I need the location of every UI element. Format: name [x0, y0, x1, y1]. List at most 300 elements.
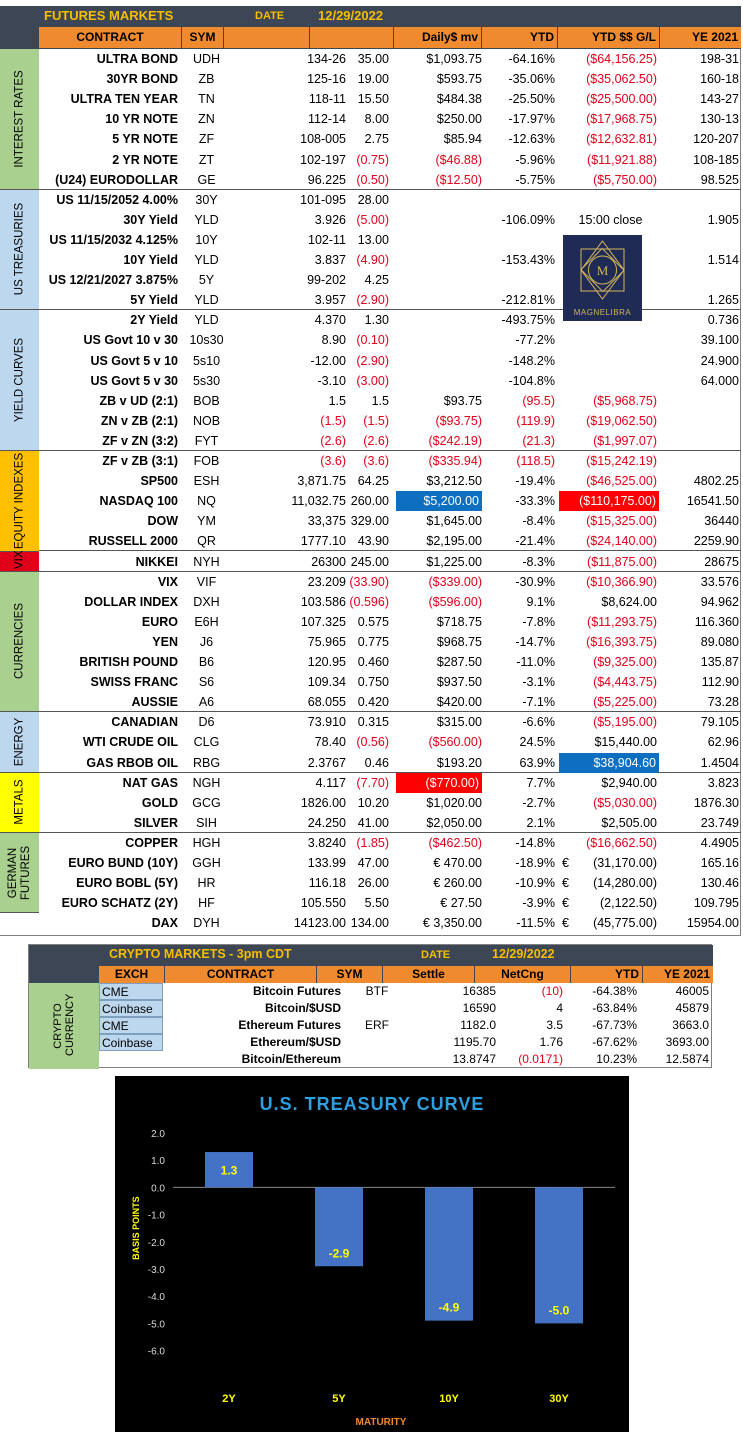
crypto-row — [99, 1034, 713, 1051]
cell-ye: 15954.00 — [686, 916, 739, 931]
crypto-cell-exch: Coinbase — [99, 1034, 163, 1051]
x-tick-label: 5Y — [332, 1393, 346, 1405]
crypto-header-exch: EXCH — [99, 966, 165, 983]
crypto-cell-net: (10) — [541, 984, 563, 998]
table-row — [39, 330, 741, 350]
crypto-cell-ytd: -67.62% — [592, 1035, 637, 1049]
cell-dmv: $93.75 — [443, 393, 482, 408]
cell-ye: 198-31 — [700, 52, 739, 66]
section-4 — [0, 552, 39, 572]
cell-ytd: 24.5% — [519, 735, 555, 750]
cell-price: 14123.00 — [293, 916, 346, 931]
cell-price: 112-14 — [308, 112, 346, 127]
header-change — [310, 27, 394, 48]
cell-ytd: -30.9% — [515, 574, 555, 589]
cell-sym: ZF — [198, 132, 215, 147]
cell-ytd: -17.97% — [508, 112, 555, 127]
cell-contract: ZN v ZB (2:1) — [100, 413, 178, 428]
cell-ytd: 9.1% — [526, 594, 555, 609]
cell-dmv: $718.75 — [436, 614, 482, 629]
table-row — [39, 431, 741, 451]
cell-chg: (2.6) — [363, 433, 389, 448]
table-row — [39, 371, 741, 391]
cell-price: 109.34 — [307, 675, 346, 690]
cell-ye: 28675 — [704, 554, 739, 569]
cell-price: 102-197 — [300, 152, 346, 167]
crypto-cell-ytd: -63.84% — [592, 1001, 637, 1015]
table-row — [39, 451, 741, 471]
cell-sym: CLG — [193, 735, 220, 750]
table-row — [39, 793, 741, 813]
cell-dmv: ($93.75) — [435, 413, 482, 428]
cell-chg: (5.00) — [356, 212, 389, 227]
cell-ytdgl: ($4,443.75) — [593, 675, 657, 690]
cell-contract: SWISS FRANC — [90, 675, 178, 690]
cell-chg: 28.00 — [357, 192, 389, 207]
crypto-cell-net: 3.5 — [546, 1018, 563, 1032]
section-0 — [0, 49, 39, 190]
cell-ytd: -14.8% — [515, 835, 555, 850]
cell-dmv: $3,212.50 — [426, 474, 482, 489]
cell-chg: (0.50) — [356, 172, 389, 187]
table-row — [39, 732, 741, 752]
cell-ytdgl: ($17,968.75) — [586, 112, 657, 127]
crypto-header-ytd: YTD — [571, 966, 643, 983]
cell-ye: 120-207 — [693, 132, 739, 147]
cell-ytd: -35.06% — [508, 72, 555, 87]
logo-text: MAGNELIBRA — [573, 308, 632, 317]
cell-ytd: 63.9% — [519, 755, 555, 770]
cell-dmv: ($242.19) — [428, 433, 482, 448]
bar-data-label: -5.0 — [548, 1303, 570, 1318]
section-label: YIELD CURVES — [13, 338, 25, 423]
cell-ye — [659, 431, 739, 451]
cell-price: -3.10 — [317, 373, 346, 388]
header-contract: CONTRACT — [39, 27, 182, 48]
cell-ytd: -7.1% — [522, 695, 555, 710]
cell-ye: 94.962 — [700, 594, 739, 609]
cell-dmv: ($335.94) — [428, 454, 482, 468]
cell-ytd: 2.1% — [526, 815, 555, 830]
cell-euro-sign: € — [562, 876, 569, 891]
cell-dmv: € 27.50 — [440, 896, 482, 911]
cell-dmv: $484.38 — [436, 92, 482, 107]
cell-chg: 64.25 — [357, 474, 389, 489]
cell-ytdgl: ($19,062.50) — [586, 413, 657, 428]
cell-sym: UDH — [192, 52, 221, 66]
cell-ytdgl: $38,904.60 — [559, 753, 659, 773]
cell-ye: 1.514 — [707, 253, 739, 267]
cell-price: (1.5) — [320, 413, 346, 428]
table-row — [39, 150, 741, 170]
cell-ye: 135.87 — [700, 655, 739, 669]
cell-ye — [659, 230, 739, 250]
cell-sym: SIH — [196, 815, 217, 830]
cell-contract: AUSSIE — [131, 695, 178, 710]
cell-contract: WTI CRUDE OIL — [82, 735, 178, 750]
cell-sym: J6 — [199, 634, 214, 649]
bar-data-label: -2.9 — [328, 1246, 350, 1261]
cell-ye: 1.905 — [707, 212, 739, 227]
cell-contract: 5 YR NOTE — [112, 132, 178, 147]
table-row — [39, 652, 741, 672]
cell-contract: 10 YR NOTE — [105, 112, 178, 127]
cell-chg: 13.00 — [357, 232, 389, 247]
cell-ytd: (119.9) — [516, 413, 555, 428]
y-tick-label: -1.0 — [147, 1210, 165, 1222]
cell-ytd: -33.3% — [515, 494, 555, 509]
crypto-row — [99, 1051, 713, 1068]
table-row — [39, 913, 741, 933]
y-tick-label: 0.0 — [151, 1183, 165, 1195]
cell-ytd: -106.09% — [501, 212, 555, 227]
crypto-row — [99, 1000, 713, 1017]
cell-chg: (1.85) — [356, 835, 389, 850]
crypto-title: CRYPTO MARKETS - 3pm CDT — [109, 947, 292, 961]
cell-contract: 10Y Yield — [123, 253, 178, 267]
cell-price: 3.837 — [314, 253, 346, 267]
cell-sym: DYH — [193, 916, 220, 931]
cell-ytdgl: (31,170.00) — [593, 856, 657, 870]
crypto-cell-net: 1.76 — [539, 1035, 563, 1049]
cell-price: 73.910 — [307, 715, 346, 730]
cell-price: 11,032.75 — [291, 494, 346, 509]
cell-ytdgl: $15,440.00 — [594, 735, 657, 750]
cell-dmv: € 3,350.00 — [422, 916, 482, 931]
section-label: US TREASURIES — [13, 203, 25, 296]
cell-contract: US Govt 5 v 10 — [90, 353, 178, 368]
section-label: EQUITY INDEXES — [13, 452, 25, 549]
cell-chg: (2.90) — [356, 293, 389, 308]
crypto-cell-sym — [347, 1000, 407, 1017]
cell-dmv: $5,200.00 — [396, 491, 482, 511]
section-1 — [0, 190, 39, 311]
cell-ytd: -5.75% — [515, 172, 555, 187]
table-row — [39, 170, 741, 190]
cell-ytdgl: ($9,325.00) — [593, 655, 657, 669]
cell-ye: 64.000 — [700, 373, 739, 388]
cell-ye: 116.360 — [694, 614, 739, 629]
cell-dmv: ($596.00) — [428, 594, 482, 609]
cell-ytdgl: ($24,140.00) — [586, 534, 657, 549]
table-row — [39, 833, 741, 853]
cell-ytd: -493.75% — [501, 313, 555, 328]
cell-dmv: $287.50 — [436, 655, 482, 669]
table-row — [39, 49, 741, 69]
cell-dmv: $1,225.00 — [426, 554, 482, 569]
cell-ytdgl — [559, 351, 657, 371]
table-row — [39, 471, 741, 491]
cell-ytdgl: ($35,062.50) — [586, 72, 657, 87]
cell-chg: (33.90) — [349, 574, 389, 589]
cell-ytdgl: ($5,195.00) — [593, 715, 657, 730]
bar-data-label: -4.9 — [438, 1300, 460, 1315]
table-row — [39, 672, 741, 692]
cell-chg: (3.6) — [363, 454, 389, 468]
crypto-header-contract: CONTRACT — [165, 966, 317, 983]
cell-chg: 134.00 — [350, 916, 389, 931]
cell-chg: 5.50 — [364, 896, 389, 911]
cell-sym: HR — [197, 876, 216, 891]
cell-dmv: $937.50 — [436, 675, 482, 690]
y-tick-label: 2.0 — [151, 1129, 165, 1140]
cell-ye — [659, 270, 739, 290]
table-row — [39, 411, 741, 431]
cell-sym: S6 — [198, 675, 215, 690]
cell-contract: US 11/15/2052 4.00% — [56, 192, 178, 207]
cell-price: 23.209 — [307, 574, 346, 589]
cell-contract: ZF v ZN (3:2) — [102, 433, 178, 448]
section-6 — [0, 712, 39, 772]
cell-chg: 0.775 — [357, 634, 389, 649]
cell-dmv: ($339.00) — [428, 574, 482, 589]
cell-price: 120.95 — [307, 655, 346, 669]
x-axis-label: MATURITY — [355, 1417, 407, 1428]
cell-dmv: $593.75 — [436, 72, 482, 87]
section-label: VIX — [13, 550, 25, 570]
cell-dmv: $85.94 — [443, 132, 482, 147]
chart-title: U.S. TREASURY CURVE — [259, 1094, 485, 1114]
cell-ye — [659, 391, 739, 411]
cell-chg: (4.90) — [356, 253, 389, 267]
cell-chg: 19.00 — [357, 72, 389, 87]
cell-dmv: ($12.50) — [435, 172, 482, 187]
cell-sym: NQ — [197, 494, 216, 509]
cell-contract: DAX — [151, 916, 178, 931]
cell-ytdgl: ($11,293.75) — [587, 614, 657, 629]
cell-contract: US 12/21/2027 3.875% — [48, 273, 178, 288]
cell-sym: 5s30 — [192, 373, 221, 388]
cell-ye: 1.4504 — [700, 755, 739, 770]
cell-contract: SP500 — [140, 474, 178, 489]
cell-ye: 112.90 — [701, 675, 739, 690]
cell-dmv: € 470.00 — [433, 856, 482, 870]
cell-ytd: (95.5) — [522, 393, 555, 408]
table-row — [39, 89, 741, 109]
cell-sym: ZT — [198, 152, 215, 167]
futures-title-bar — [0, 6, 741, 26]
cell-sym: E6H — [194, 614, 219, 629]
crypto-row — [99, 983, 713, 1000]
cell-ytdgl: ($110,175.00) — [559, 491, 659, 511]
cell-sym: 5s10 — [192, 353, 221, 368]
cell-contract: (U24) EURODOLLAR — [55, 172, 178, 187]
cell-price: 68.055 — [307, 695, 346, 710]
cell-dmv — [394, 371, 482, 391]
table-row — [39, 612, 741, 632]
cell-ye: 33.576 — [700, 574, 739, 589]
crypto-cell-settle: 1195.70 — [453, 1035, 496, 1049]
cell-price: 3.926 — [314, 212, 346, 227]
cell-dmv: € 260.00 — [433, 876, 482, 891]
table-row — [39, 511, 741, 531]
cell-chg: 1.5 — [371, 393, 389, 408]
cell-ye: 1.265 — [707, 293, 739, 308]
cell-chg: 245.00 — [350, 554, 389, 569]
cell-price: 102-11 — [308, 232, 346, 247]
cell-ytd: -104.8% — [508, 373, 555, 388]
cell-contract: ZB v UD (2:1) — [99, 393, 178, 408]
crypto-cell-settle: 1182.0 — [460, 1018, 496, 1032]
cell-sym: ZN — [198, 112, 215, 127]
crypto-table — [28, 944, 712, 1068]
crypto-cell-sym: ERF — [365, 1018, 389, 1032]
cell-chg: 15.50 — [357, 92, 389, 107]
cell-chg: 0.575 — [357, 614, 389, 629]
cell-euro-sign: € — [562, 896, 569, 911]
crypto-cell-exch: CME — [99, 1017, 163, 1034]
cell-contract: NASDAQ 100 — [99, 494, 178, 509]
cell-ytdgl: $8,624.00 — [601, 594, 657, 609]
cell-price: 4.370 — [314, 313, 346, 328]
cell-price: 2.3767 — [307, 755, 346, 770]
section-label: GERMAN FUTURES — [6, 845, 32, 900]
cell-sym: 10Y — [195, 232, 218, 247]
cell-ye: 143-27 — [700, 92, 739, 107]
crypto-cell-ytd: -64.38% — [592, 984, 637, 998]
cell-sym: D6 — [198, 715, 215, 730]
cell-ye: 130.46 — [700, 876, 739, 891]
cell-ytdgl: ($1,997.07) — [593, 433, 657, 448]
cell-price: 108-005 — [300, 132, 346, 147]
cell-ytd: -8.4% — [522, 514, 555, 529]
table-row — [39, 632, 741, 652]
cell-note: 15:00 close — [578, 212, 643, 227]
cell-contract: US Govt 10 v 30 — [83, 333, 178, 348]
cell-dmv: $1,645.00 — [426, 514, 482, 529]
cell-ytdgl: ($64,156.25) — [586, 52, 657, 66]
logo-emblem-icon — [563, 235, 642, 305]
cell-sym: BOB — [193, 393, 220, 408]
crypto-cell-contract: Ethereum/$USD — [250, 1035, 341, 1049]
cell-dmv: ($46.88) — [435, 152, 482, 167]
cell-sym: A6 — [198, 695, 215, 710]
cell-ytdgl: ($5,750.00) — [593, 172, 657, 187]
cell-price: 24.250 — [307, 815, 346, 830]
cell-ye: 23.749 — [700, 815, 739, 830]
section-label: METALS — [13, 779, 25, 825]
cell-ytdgl: ($5,030.00) — [593, 795, 657, 810]
cell-sym: ZB — [198, 72, 215, 87]
x-tick-label: 10Y — [439, 1393, 459, 1405]
cell-ytdgl: ($46,525.00) — [586, 474, 657, 489]
cell-dmv — [394, 330, 482, 350]
table-row — [39, 190, 741, 210]
cell-ye: 0.736 — [707, 313, 739, 328]
cell-ye — [659, 411, 739, 431]
chart-plot — [115, 1076, 629, 1432]
cell-chg: 0.46 — [364, 755, 389, 770]
cell-price: 107.325 — [300, 614, 346, 629]
table-row — [39, 391, 741, 411]
cell-ytdgl: ($5,968.75) — [593, 393, 657, 408]
cell-ytdgl — [559, 330, 657, 350]
bar-data-label: 1.3 — [220, 1163, 238, 1178]
y-tick-label: -5.0 — [147, 1319, 165, 1331]
crypto-date-label: DATE — [421, 949, 451, 961]
cell-chg: 26.00 — [357, 876, 389, 891]
cell-contract: GAS RBOB OIL — [86, 755, 178, 770]
cell-contract: 30Y Yield — [123, 212, 178, 227]
cell-price: 3.8240 — [307, 835, 346, 850]
crypto-cell-contract: Bitcoin Futures — [252, 984, 341, 998]
crypto-cell-settle: 16385 — [462, 984, 496, 998]
cell-dmv — [394, 210, 482, 230]
cell-chg: 0.750 — [357, 675, 389, 690]
cell-ytdgl: ($5,225.00) — [593, 695, 657, 710]
cell-contract: SILVER — [133, 815, 178, 830]
crypto-header-row — [29, 965, 713, 983]
cell-sym: YLD — [194, 293, 219, 308]
crypto-cell-sym — [347, 1051, 407, 1068]
cell-price: 75.965 — [307, 634, 346, 649]
cell-contract: NIKKEI — [135, 554, 178, 569]
cell-sym: VIF — [196, 574, 217, 589]
header-ytd: YTD — [482, 27, 558, 48]
cell-sym: YLD — [194, 253, 219, 267]
cell-chg: 260.00 — [350, 494, 389, 509]
cell-sym: NYH — [193, 554, 220, 569]
cell-price: (3.6) — [320, 454, 346, 468]
cell-contract: EURO SCHATZ (2Y) — [61, 896, 178, 911]
cell-sym: RBG — [192, 755, 221, 770]
cell-euro-sign: € — [562, 856, 569, 870]
cell-dmv — [394, 310, 482, 330]
cell-ytd: -11.0% — [516, 655, 555, 669]
crypto-cell-ytd: 10.23% — [596, 1052, 637, 1066]
cell-dmv: $968.75 — [436, 634, 482, 649]
cell-ye: 130-13 — [700, 112, 739, 127]
cell-ytd: -11.5% — [516, 916, 555, 931]
cell-price: 1826.00 — [300, 795, 346, 810]
table-row — [39, 351, 741, 371]
cell-ye: 16541.50 — [686, 494, 739, 509]
cell-sym: ESH — [193, 474, 220, 489]
cell-ytd: -6.6% — [522, 715, 555, 730]
cell-contract: VIX — [157, 574, 178, 589]
cell-chg: 8.00 — [364, 112, 389, 127]
cell-price: 125-16 — [307, 72, 346, 87]
cell-ytdgl: ($15,242.19) — [586, 454, 657, 468]
cell-ytdgl: (45,775.00) — [593, 916, 657, 931]
cell-ytd: -5.96% — [515, 152, 555, 167]
cell-sym: TN — [198, 92, 215, 107]
cell-sym: HGH — [192, 835, 221, 850]
cell-contract: YEN — [152, 634, 178, 649]
cell-ytd: -21.4% — [515, 534, 555, 549]
cell-price: 26300 — [311, 554, 346, 569]
table-row — [39, 813, 741, 833]
table-row — [39, 129, 741, 149]
cell-ytd: -64.16% — [508, 52, 555, 66]
cell-contract: 5Y Yield — [130, 293, 178, 308]
cell-sym: GGH — [192, 856, 221, 870]
cell-contract: DOLLAR INDEX — [84, 594, 178, 609]
cell-ytdgl: $2,940.00 — [601, 775, 657, 790]
cell-ye: 4.4905 — [700, 835, 739, 850]
cell-ytd: 7.7% — [526, 775, 555, 790]
cell-ytd — [483, 190, 555, 210]
cell-ytdgl: (2,122.50) — [600, 896, 657, 911]
cell-ytd: -3.1% — [522, 675, 555, 690]
cell-ytd: -12.63% — [508, 132, 555, 147]
cell-ytd: -212.81% — [501, 293, 555, 308]
cell-ye: 165.16 — [700, 856, 739, 870]
y-tick-label: 1.0 — [151, 1156, 165, 1168]
cell-dmv — [394, 190, 482, 210]
cell-ytdgl: ($11,921.88) — [587, 152, 657, 167]
crypto-section-text: CRYPTO CURRENCY — [52, 993, 76, 1056]
